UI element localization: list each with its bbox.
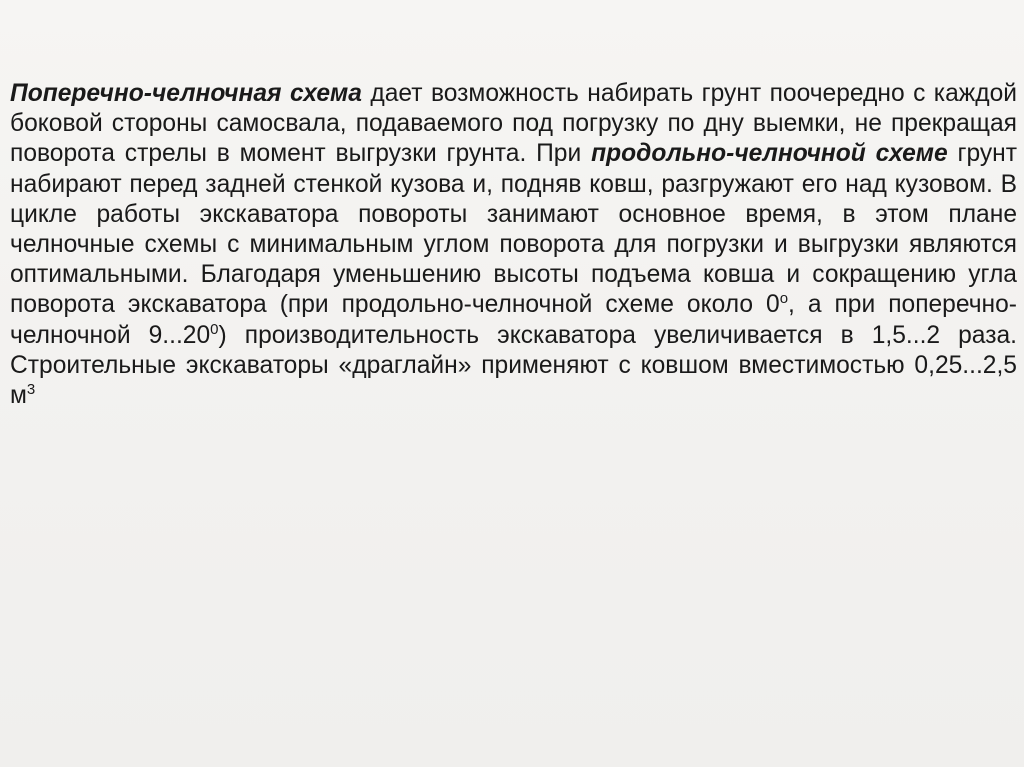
- paragraph-text: грунт набирают перед задней стенкой кузова и, подняв ковш, разгружают его над кузовом. В цикле работы экскаватора повороты занимают основное время, в этом плане челночные схемы с минимальным углом поворота для погрузки и выгрузки являются оптимальными. Благодаря уменьшению высоты подъема ковша и сокращению угла поворота экскаватора (при продольно-челночной схеме около 0: [10, 140, 1017, 319]
- term-transverse-shuttle: Поперечно-челночная схема: [10, 80, 362, 107]
- body-paragraph: [10, 79, 1017, 411]
- paragraph-text: дает возможность набирать грунт поочередно с каждой боковой стороны самосвала, подаваемого под погрузку по дну выемки, не прекращая поворота стрелы в момент выгрузки грунта. При: [10, 80, 1017, 168]
- degree-superscript: 0: [210, 320, 219, 338]
- term-longitudinal-shuttle: продольно-челночной схеме: [591, 140, 948, 168]
- degree-superscript: o: [779, 290, 789, 308]
- paragraph-text: , а при поперечно-челночной 9...20: [10, 291, 1017, 349]
- paragraph-text: ) производительность экскаватора увеличивается в 1,5...2 раза. Строительные экскаваторы «драглайн» применяют с ковшом вместимостью 0,25...2,5 м: [10, 321, 1017, 410]
- cubic-superscript: 3: [26, 380, 36, 398]
